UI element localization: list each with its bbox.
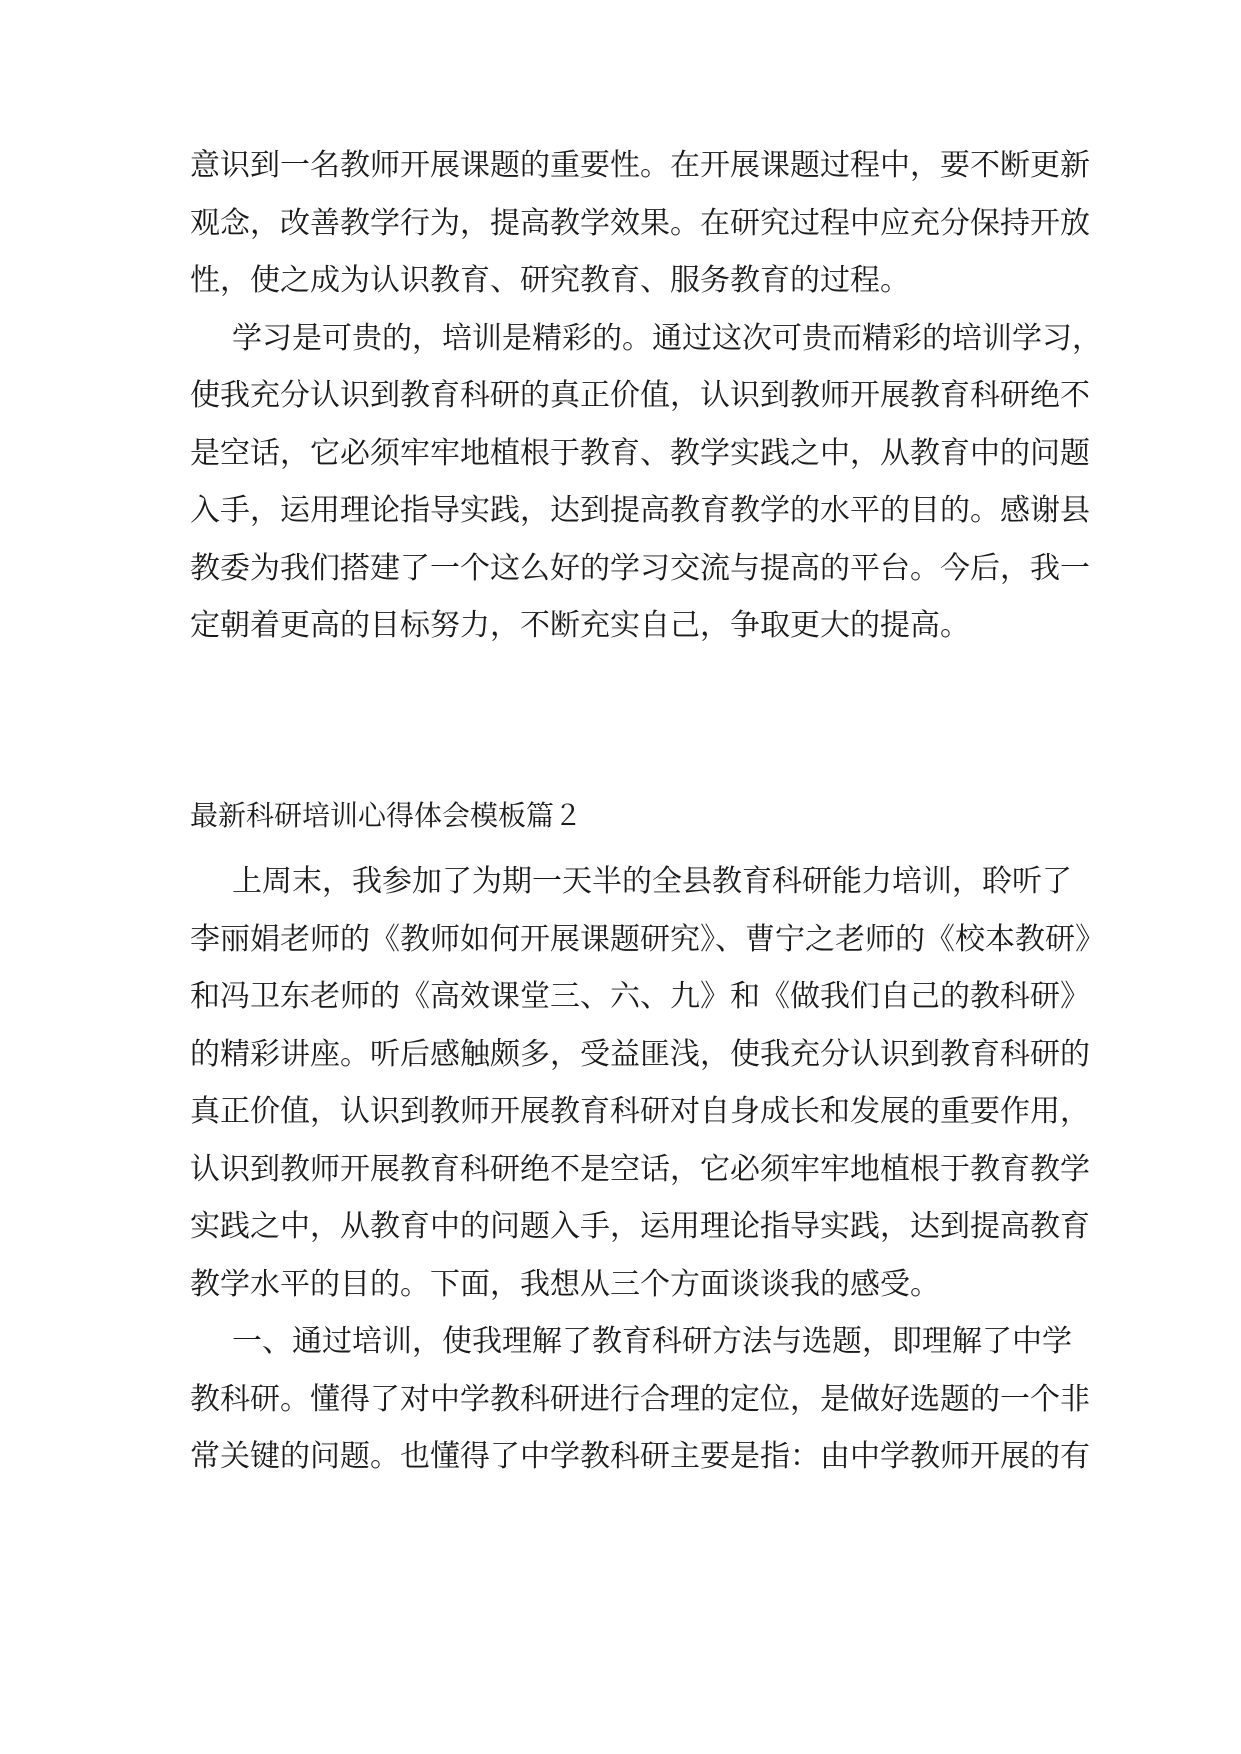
section1-body (190, 137, 1102, 655)
text-line: 实践之中，从教育中的问题入手，运用理论指导实践，达到提高教育 (190, 1209, 1090, 1244)
paragraph-1 (190, 137, 1090, 310)
text-line: 教学水平的目的。下面，我想从三个方面谈谈我的感受。 (190, 1266, 940, 1302)
text-line: 常关键的问题。也懂得了中学教科研主要是指：由中学教师开展的有 (190, 1439, 1090, 1474)
text-line: 真正价值，认识到教师开展教育科研对自身成长和发展的重要作用， (190, 1094, 1090, 1129)
section2-body (190, 853, 1105, 1486)
text-line: 上周末，我参加了为期一天半的全县教育科研能力培训，聆听了 (232, 864, 1072, 899)
text-line: 使我充分认识到教育科研的真正价值，认识到教师开展教育科研绝不 (190, 378, 1090, 413)
text-line: 是空话，它必须牢牢地植根于教育、教学实践之中，从教育中的问题 (190, 435, 1090, 471)
text-line: 观念，改善教学行为，提高教学效果。在研究过程中应充分保持开放 (190, 205, 1090, 241)
text-line: 定朝着更高的目标努力，不断充实自己，争取更大的提高。 (190, 608, 970, 643)
text-line: 的精彩讲座。听后感触颇多，受益匪浅，使我充分认识到教育科研的 (190, 1036, 1090, 1072)
text-line: 认识到教师开展教育科研绝不是空话，它必须牢牢地植根于教育教学 (190, 1151, 1090, 1187)
section-heading: 最新科研培训心得体会模板篇２ (190, 799, 583, 832)
paragraph-4 (190, 1313, 1090, 1486)
text-line: 教委为我们搭建了一个这么好的学习交流与提高的平台。今后，我一 (190, 550, 1090, 586)
text-line: 教科研。懂得了对中学教科研进行合理的定位，是做好选题的一个非 (190, 1381, 1090, 1417)
text-line: 入手，运用理论指导实践，达到提高教育教学的水平的目的。感谢县 (190, 493, 1090, 528)
paragraph-3 (190, 853, 1105, 1313)
text-line: 性，使之成为认识教育、研究教育、服务教育的过程。 (190, 263, 910, 298)
text-line: 和冯卫东老师的《高效课堂三、六、九》和《做我们自己的教科研》 (190, 979, 1090, 1014)
text-line: 意识到一名教师开展课题的重要性。在开展课题过程中，要不断更新 (190, 148, 1090, 183)
text-line: 李丽娟老师的《教师如何开展课题研究》、曹宁之老师的《校本教研》 (190, 921, 1105, 957)
text-line: 学习是可贵的，培训是精彩的。通过这次可贵而精彩的培训学习， (232, 320, 1102, 356)
paragraph-2 (190, 310, 1102, 655)
text-line: 一、通过培训，使我理解了教育科研方法与选题，即理解了中学 (232, 1324, 1072, 1359)
